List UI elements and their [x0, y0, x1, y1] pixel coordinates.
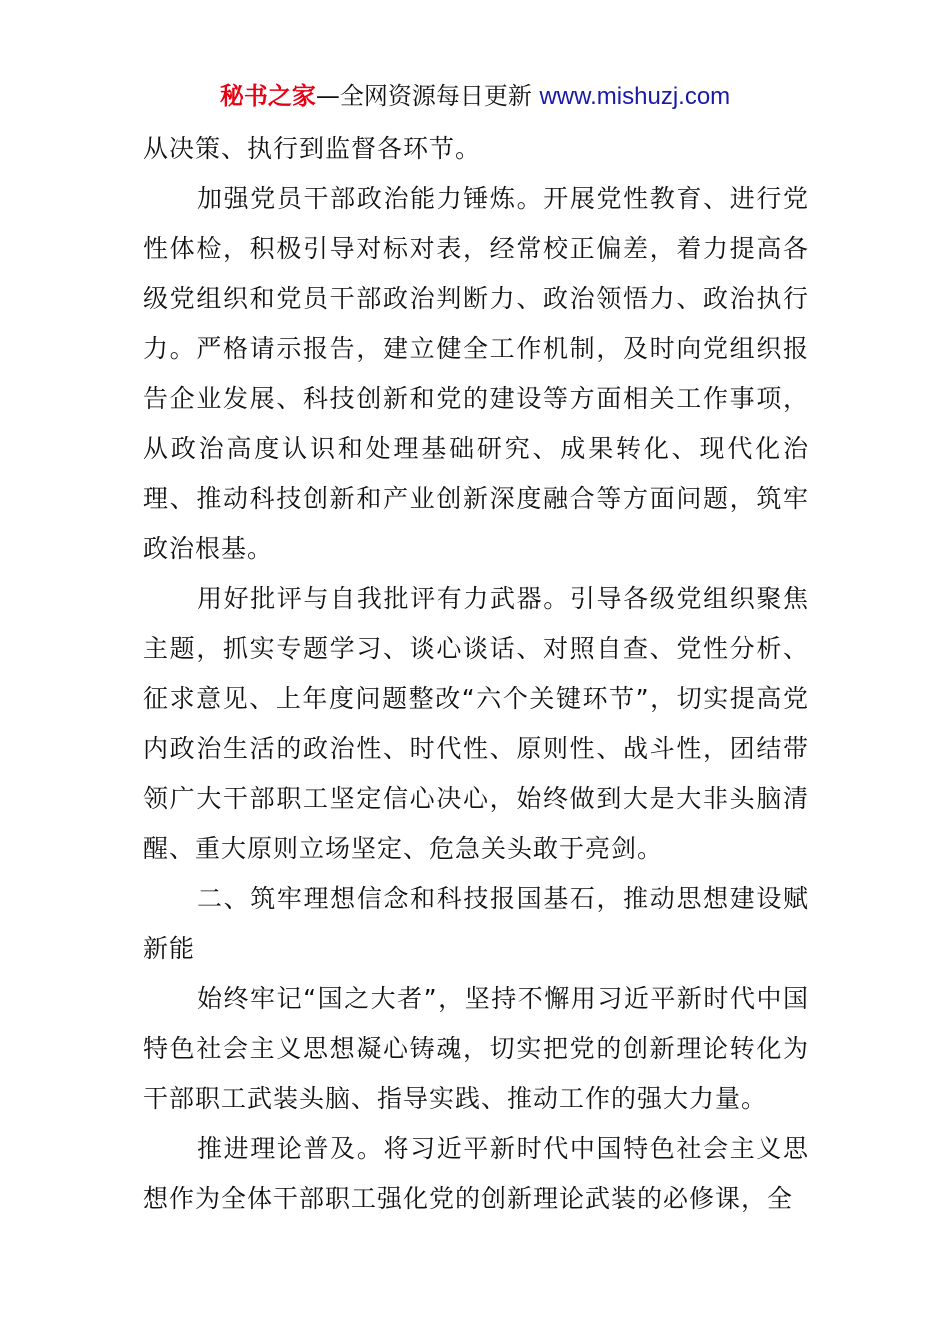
brand-name: 秘书之家 — [219, 82, 316, 110]
section-heading-2: 二、筑牢理想信念和科技报国基石，推动思想建设赋新能 — [143, 884, 809, 963]
paragraph-political-ability: 加强党员干部政治能力锤炼。开展党性教育、进行党性体检，积极引导对标对表，经常校正偏差，着力提高各级党组织和党员干部政治判断力、政治领悟力、政治执行力。严格请示报告，建立健全工作机制，及时向党组织报告企业发展、科技创新和党的建设等方面相关工作事项，从政治高度认识和处理基础研究、成果转化、现代化治理、推动科技创新和产业创新深度融合等方面问题，筑牢政治根基。 — [143, 184, 809, 563]
document-body — [143, 124, 809, 1224]
paragraph-theory-popularization: 推进理论普及。将习近平新时代中国特色社会主义思想作为全体干部职工强化党的创新理论武装的必修课，全 — [143, 1134, 809, 1213]
header-tagline: —全网资源每日更新 — [315, 82, 532, 110]
paragraph-continuation: 从决策、执行到监督各环节。 — [143, 134, 482, 163]
site-header — [0, 80, 950, 113]
paragraph-criticism: 用好批评与自我批评有力武器。引导各级党组织聚焦主题，抓实专题学习、谈心谈话、对照自查、党性分析、征求意见、上年度问题整改“六个关键环节”，切实提高党内政治生活的政治性、时代性、原则性、战斗性，团结带领广大干部职工坚定信心决心，始终做到大是大非头脑清醒、重大原则立场坚定、危急关头敢于亮剑。 — [143, 584, 809, 863]
paragraph-guozhidazhe: 始终牢记“国之大者”，坚持不懈用习近平新时代中国特色社会主义思想凝心铸魂，切实把党的创新理论转化为干部职工武装头脑、指导实践、推动工作的强大力量。 — [143, 984, 809, 1113]
site-url-link[interactable]: www.mishuzj.com — [539, 83, 731, 110]
